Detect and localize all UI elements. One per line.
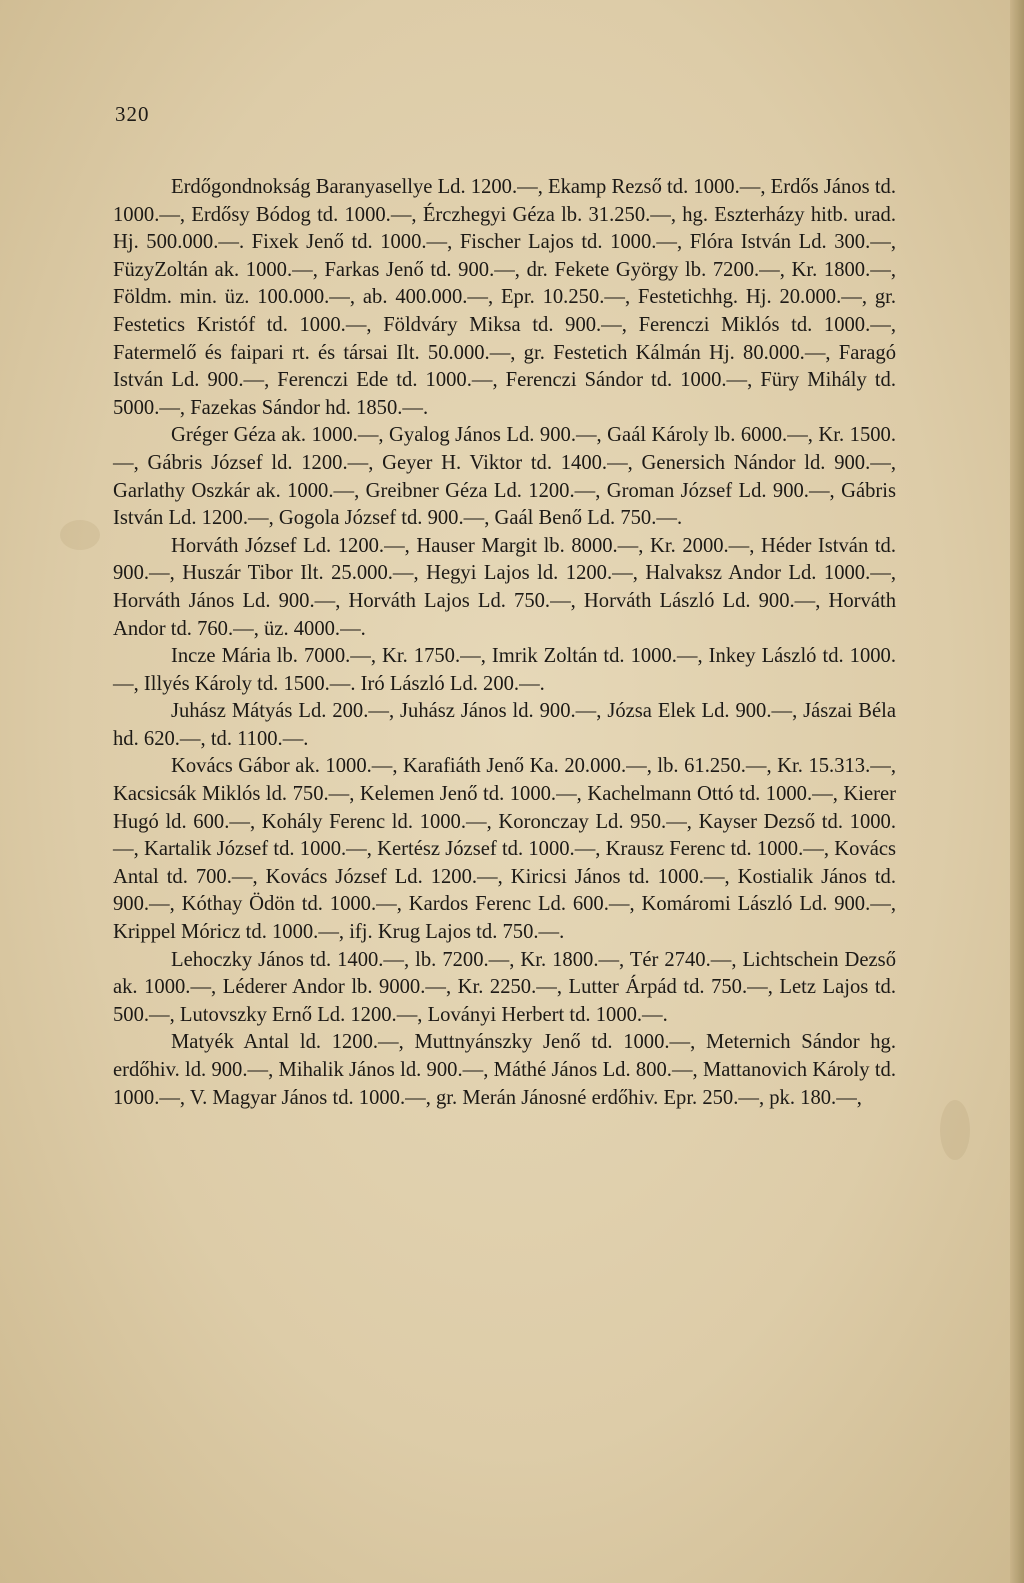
- paragraph-j: Juhász Mátyás Ld. 200.—, Juhász János ld. 900.—, Józsa Elek Ld. 900.—, Jászai Béla hd. 620.—, td. 1100.—.: [113, 700, 896, 750]
- paragraph-m: Matyék Antal ld. 1200.—, Muttnyánszky Jenő td. 1000.—, Meternich Sándor hg. erdőhiv. ld. 900.—, Mihalik János ld. 900.—, Máthé János Ld. 800.—, Mattanovich Károly td. 1000.—, V. Magyar János td. 1000.—, gr. Merán Jánosné erdőhiv. Epr. 250.—, pk. 180.—,: [113, 1031, 896, 1109]
- paper-stain: [940, 1100, 970, 1160]
- paragraph-l: Lehoczky János td. 1400.—, lb. 7200.—, Kr. 1800.—, Tér 2740.—, Lichtschein Dezső ak. 1000.—, Léderer Andor lb. 9000.—, Kr. 2250.—, Lutter Árpád td. 750.—, Letz Lajos td. 500.—, Lutovszky Ernő Ld. 1200.—, Loványi Herbert td. 1000.—.: [113, 948, 896, 1026]
- paragraph-h: Horváth József Ld. 1200.—, Hauser Margit lb. 8000.—, Kr. 2000.—, Héder István td. 900.—, Huszár Tibor Ilt. 25.000.—, Hegyi Lajos ld. 1200.—, Halvaksz Andor Ld. 1000.—, Horváth János Ld. 900.—, Horváth Lajos Ld. 750.—, Horváth László Ld. 900.—, Horváth Andor td. 760.—, üz. 4000.—.: [113, 534, 896, 640]
- body-text: [113, 174, 896, 1112]
- paper-stain: [60, 520, 100, 550]
- paragraph-k: Kovács Gábor ak. 1000.—, Karafiáth Jenő Ka. 20.000.—, lb. 61.250.—, Kr. 15.313.—, Kacsicsák Miklós ld. 750.—, Kelemen Jenő td. 1000.—, Kachelmann Ottó td. 1000.—, Kierer Hugó ld. 600.—, Kohály Ferenc ld. 1000.—, Koronczay Ld. 950.—, Kayser Dezső td. 1000.—, Kartalik József td. 1000.—, Kertész József td. 1000.—, Krausz Ferenc td. 1000.—, Kovács Antal td. 700.—, Kovács József Ld. 1200.—, Kiricsi János td. 1000.—, Kostialik János td. 900.—, Kóthay Ödön td. 1000.—, Kardos Ferenc Ld. 600.—, Komáromi László Ld. 900.—, Krippel Móricz td. 1000.—, ifj. Krug Lajos td. 750.—.: [113, 755, 896, 944]
- page-edge-shadow: [1010, 0, 1024, 1583]
- page-number: 320: [115, 102, 150, 126]
- paragraph-g: Gréger Géza ak. 1000.—, Gyalog János Ld. 900.—, Gaál Károly lb. 6000.—, Kr. 1500.—, Gábris József ld. 1200.—, Geyer H. Viktor td. 1400.—, Genersich Nándor ld. 900.—, Garlathy Oszkár ak. 1000.—, Greibner Géza Ld. 1200.—, Groman József Ld. 900.—, Gábris István Ld. 1200.—, Gogola József td. 900.—, Gaál Benő Ld. 750.—.: [113, 424, 896, 530]
- paragraph-f: Erdőgondnokság Baranyasellye Ld. 1200.—, Ekamp Rezső td. 1000.—, Erdős János td. 1000.—, Erdősy Bódog td. 1000.—, Érczhegyi Géza lb. 31.250.—, hg. Eszterházy hitb. urad. Hj. 500.000.—. Fixek Jenő td. 1000.—, Fischer Lajos td. 1000.—, Flóra István Ld. 300.—, FüzyZoltán ak. 1000.—, Farkas Jenő td. 900.—, dr. Fekete György lb. 7200.—, Kr. 1800.—, Földm. min. üz. 100.000.—, ab. 400.000.—, Epr. 10.250.—, Festetichhg. Hj. 20.000.—, gr. Festetics Kristóf td. 1000.—, Földváry Miksa td. 900.—, Ferenczi Miklós td. 1000.—, Fatermelő és faipari rt. és társai Ilt. 50.000.—, gr. Festetich Kálmán Hj. 80.000.—, Faragó István Ld. 900.—, Ferenczi Ede td. 1000.—, Ferenczi Sándor td. 1000.—, Füry Mihály td. 5000.—, Fazekas Sándor hd. 1850.—.: [113, 176, 896, 419]
- paragraph-i: Incze Mária lb. 7000.—, Kr. 1750.—, Imrik Zoltán td. 1000.—, Inkey László td. 1000.—, Illyés Károly td. 1500.—. Iró László Ld. 200.—.: [113, 645, 896, 695]
